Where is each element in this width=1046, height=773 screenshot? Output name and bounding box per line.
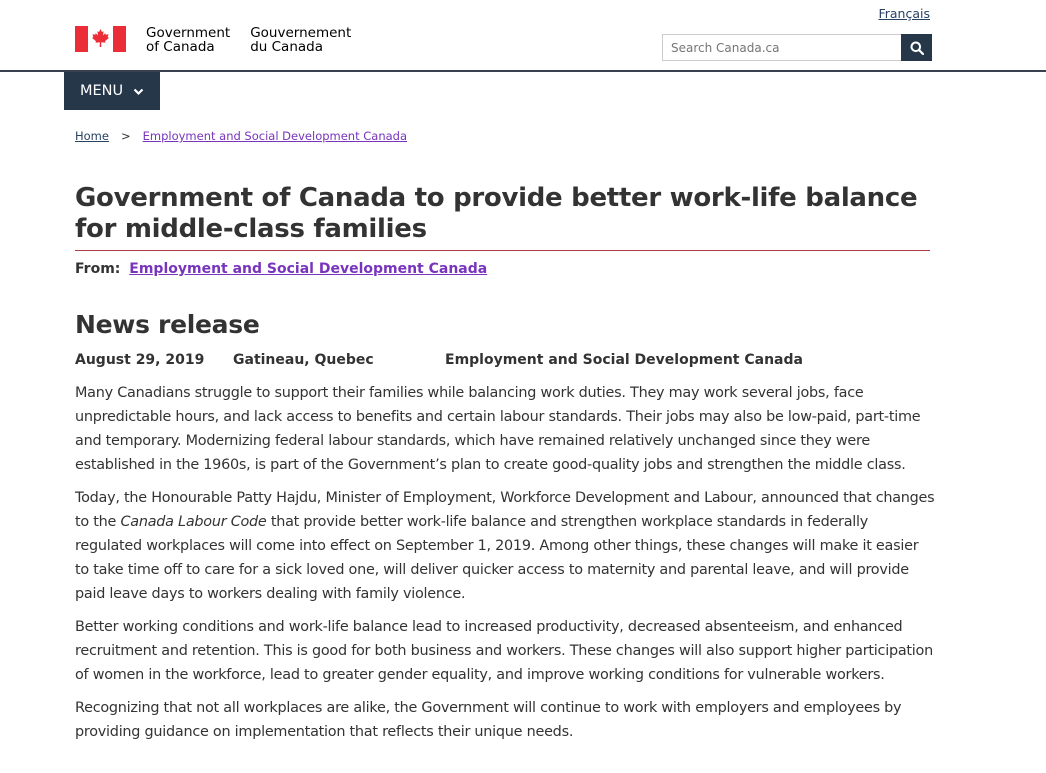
chevron-down-icon — [133, 88, 144, 96]
canada-flag-icon — [75, 26, 126, 52]
site-header — [0, 0, 1046, 70]
fip-en-line2: of Canada — [146, 39, 215, 55]
search-input[interactable] — [662, 34, 901, 61]
paragraph-4: Recognizing that not all workplaces are alike, the Government will continue to work with employers and employees by providing guidance on implementation that reflects their unique needs. — [75, 700, 902, 740]
breadcrumb-home-link[interactable]: Home — [75, 129, 109, 143]
fip-english — [146, 26, 230, 54]
language-toggle-link[interactable]: Français — [878, 6, 930, 21]
paragraph-2 — [75, 486, 935, 606]
release-department: Employment and Social Development Canada — [445, 352, 803, 368]
menu-button[interactable] — [64, 72, 160, 110]
menu-label: MENU — [80, 83, 124, 99]
fip-french — [250, 26, 351, 54]
release-location: Gatineau, Quebec — [233, 352, 374, 368]
paragraph-1: Many Canadians struggle to support their families while balancing work duties. They may work several jobs, face unpredictable hours, and lack access to benefits and certain labour standards. Their jobs may also be low-paid, part-time and temporary. Modernizing federal labour standards, which have remained relatively unchanged since they were established in the 1960s, is part of the Government’s plan to create good-quality jobs and strengthen the middle class. — [75, 385, 921, 473]
paragraph-3: Better working conditions and work-life balance lead to increased productivity, decreased absenteeism, and enhanced recruitment and retention. This is good for both business and workers. These changes will also support higher participation of women in the workforce, lead to greater gender equality, and improve working conditions for vulnerable workers. — [75, 619, 933, 683]
title-underline — [75, 250, 930, 251]
section-heading: News release — [75, 310, 260, 339]
breadcrumb-esdc-link[interactable]: Employment and Social Development Canada — [142, 129, 408, 143]
search-button[interactable] — [901, 34, 932, 61]
from-department-link[interactable]: Employment and Social Development Canada — [129, 261, 488, 277]
search-form — [662, 34, 932, 61]
from-line — [75, 261, 487, 277]
fip-fr-line1: Gouvernement — [250, 25, 352, 41]
paragraph-2-end: that provide better work-life balance and strengthen workplace standards in federally regulated workplaces will come into effect on September 1, 2019. Among other things, these changes will make it easier to take time off to care for a sick loved one, will deliver quicker access to maternity and parental leave, and will provide paid leave days to workers dealing with family violence. — [75, 514, 919, 602]
fip-fr-line2: du Canada — [250, 39, 323, 55]
page-title: Government of Canada to provide better work-life balance for middle-class families — [75, 183, 918, 244]
from-label: From: — [75, 261, 121, 277]
government-signature[interactable] — [75, 26, 351, 54]
paragraph-2-start: Today, the Honourable Patty Hajdu, Minister of Employment, Workforce Development and Labour, announced that changes to the — [75, 490, 935, 530]
breadcrumb-separator: > — [120, 129, 131, 143]
breadcrumb — [75, 129, 407, 143]
article-body — [75, 381, 935, 753]
canada-labour-code-title: Canada Labour Code — [120, 514, 267, 530]
fip-en-line1: Government — [146, 25, 231, 41]
release-date: August 29, 2019 — [75, 352, 205, 368]
search-icon — [910, 41, 924, 55]
